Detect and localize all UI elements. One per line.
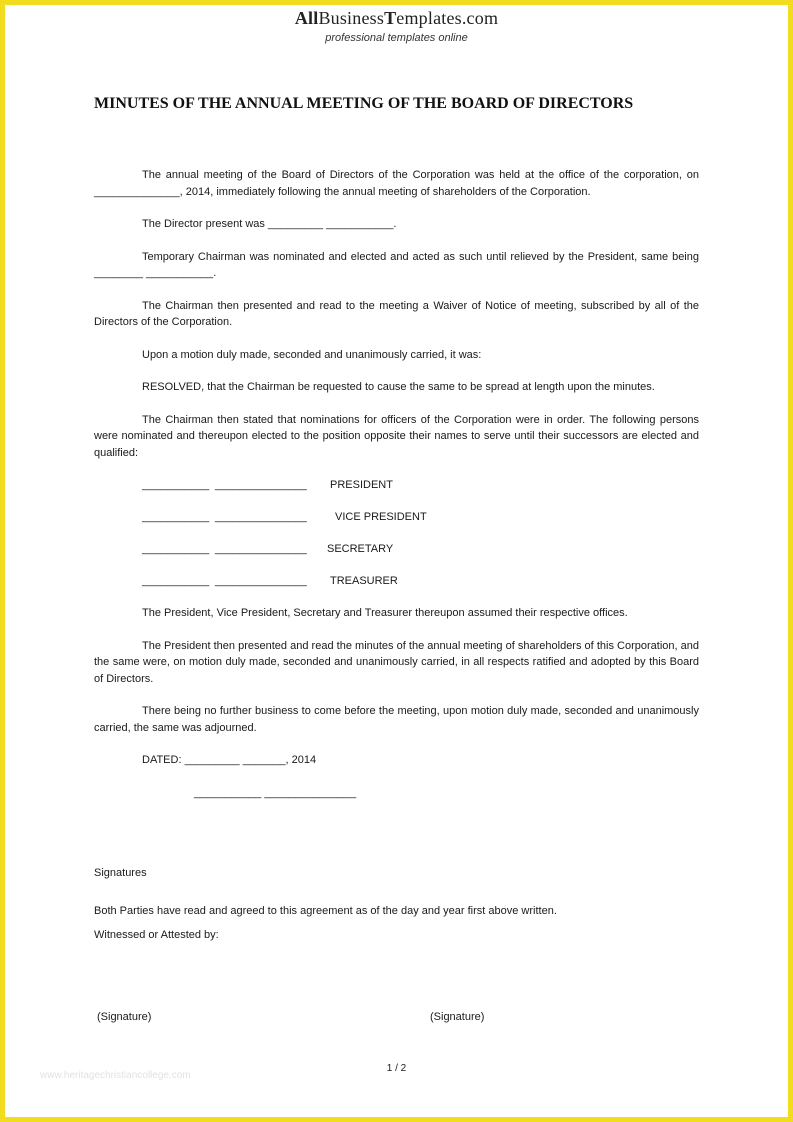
officer-role: VICE PRESIDENT: [335, 511, 427, 523]
secretary-signature-line: ___________ _______________: [194, 786, 357, 799]
watermark-text: www.heritagechristiancollege.com: [40, 1070, 191, 1081]
paragraph-offices-assumed: The President, Vice President, Secretary and Treasurer thereupon assumed their respective offices.: [142, 607, 628, 619]
officer-row-president: [94, 477, 699, 493]
paragraph-motion: Upon a motion duly made, seconded and unanimously carried, it was:: [142, 348, 482, 361]
officer-name-blank: _______________: [215, 511, 307, 523]
paragraph-temporary-chairman: Temporary Chairman was nominated and elected and acted as such until relieved by the President, same being ________ ___________.: [94, 250, 699, 279]
officer-name-blank: ___________: [142, 543, 210, 555]
document-body: [94, 167, 699, 839]
paragraph-resolved: RESOLVED, that the Chairman be requested to cause the same to be spread at length upon the minutes.: [142, 381, 655, 393]
officer-name-blank: _______________: [215, 479, 307, 491]
witness-statement: Witnessed or Attested by:: [94, 929, 219, 941]
signatures-heading: Signatures: [94, 867, 147, 879]
officer-row-treasurer: [94, 573, 699, 589]
site-header: [0, 8, 793, 44]
officer-row-secretary: [94, 541, 699, 557]
brand-logo: AllBusinessTemplates.com: [294, 8, 499, 28]
signature-left: (Signature): [97, 1011, 152, 1023]
paragraph-meeting-held: The annual meeting of the Board of Directors of the Corporation was held at the office of the corporation, on ______________, 2014, immediately following the annual meeting of shareholders of the Corporation.: [94, 169, 699, 198]
page-number: 1 / 2: [386, 1063, 407, 1074]
officer-name-blank: _______________: [215, 575, 307, 587]
officer-name-blank: ___________: [142, 575, 210, 587]
paragraph-adjourned: There being no further business to come before the meeting, upon motion duly made, seconded and unanimously carried, the same was adjourned.: [94, 705, 699, 734]
paragraph-director-present: The Director present was _________ ___________.: [142, 218, 397, 230]
officer-name-blank: _______________: [215, 543, 307, 555]
signature-right: (Signature): [430, 1011, 485, 1023]
paragraph-minutes-ratified: The President then presented and read the minutes of the annual meeting of shareholders of this Corporation, and the same were, on motion duly made, seconded and unanimously carried, in all respects ratified and adopted by this Board of Directors.: [94, 639, 699, 685]
officer-role: SECRETARY: [327, 543, 394, 555]
officer-role: TREASURER: [330, 575, 398, 587]
officer-name-blank: ___________: [142, 479, 210, 491]
agreement-statement: Both Parties have read and agreed to this agreement as of the day and year first above written.: [94, 905, 557, 917]
paragraph-waiver: The Chairman then presented and read to the meeting a Waiver of Notice of meeting, subscribed by all of the Directors of the Corporation.: [94, 299, 699, 328]
dated-line: DATED: _________ _______, 2014: [142, 754, 317, 766]
officer-name-blank: ___________: [142, 511, 210, 523]
document-title: MINUTES OF THE ANNUAL MEETING OF THE BOARD OF DIRECTORS: [94, 95, 634, 112]
officer-role: PRESIDENT: [330, 479, 393, 491]
officer-row-vice-president: [94, 509, 699, 525]
brand-tagline: professional templates online: [325, 32, 468, 44]
paragraph-nominations: The Chairman then stated that nominations for officers of the Corporation were in order. The following persons were nominated and thereupon elected to the position opposite their names to serve until their successors are elected and qualified:: [94, 413, 699, 459]
